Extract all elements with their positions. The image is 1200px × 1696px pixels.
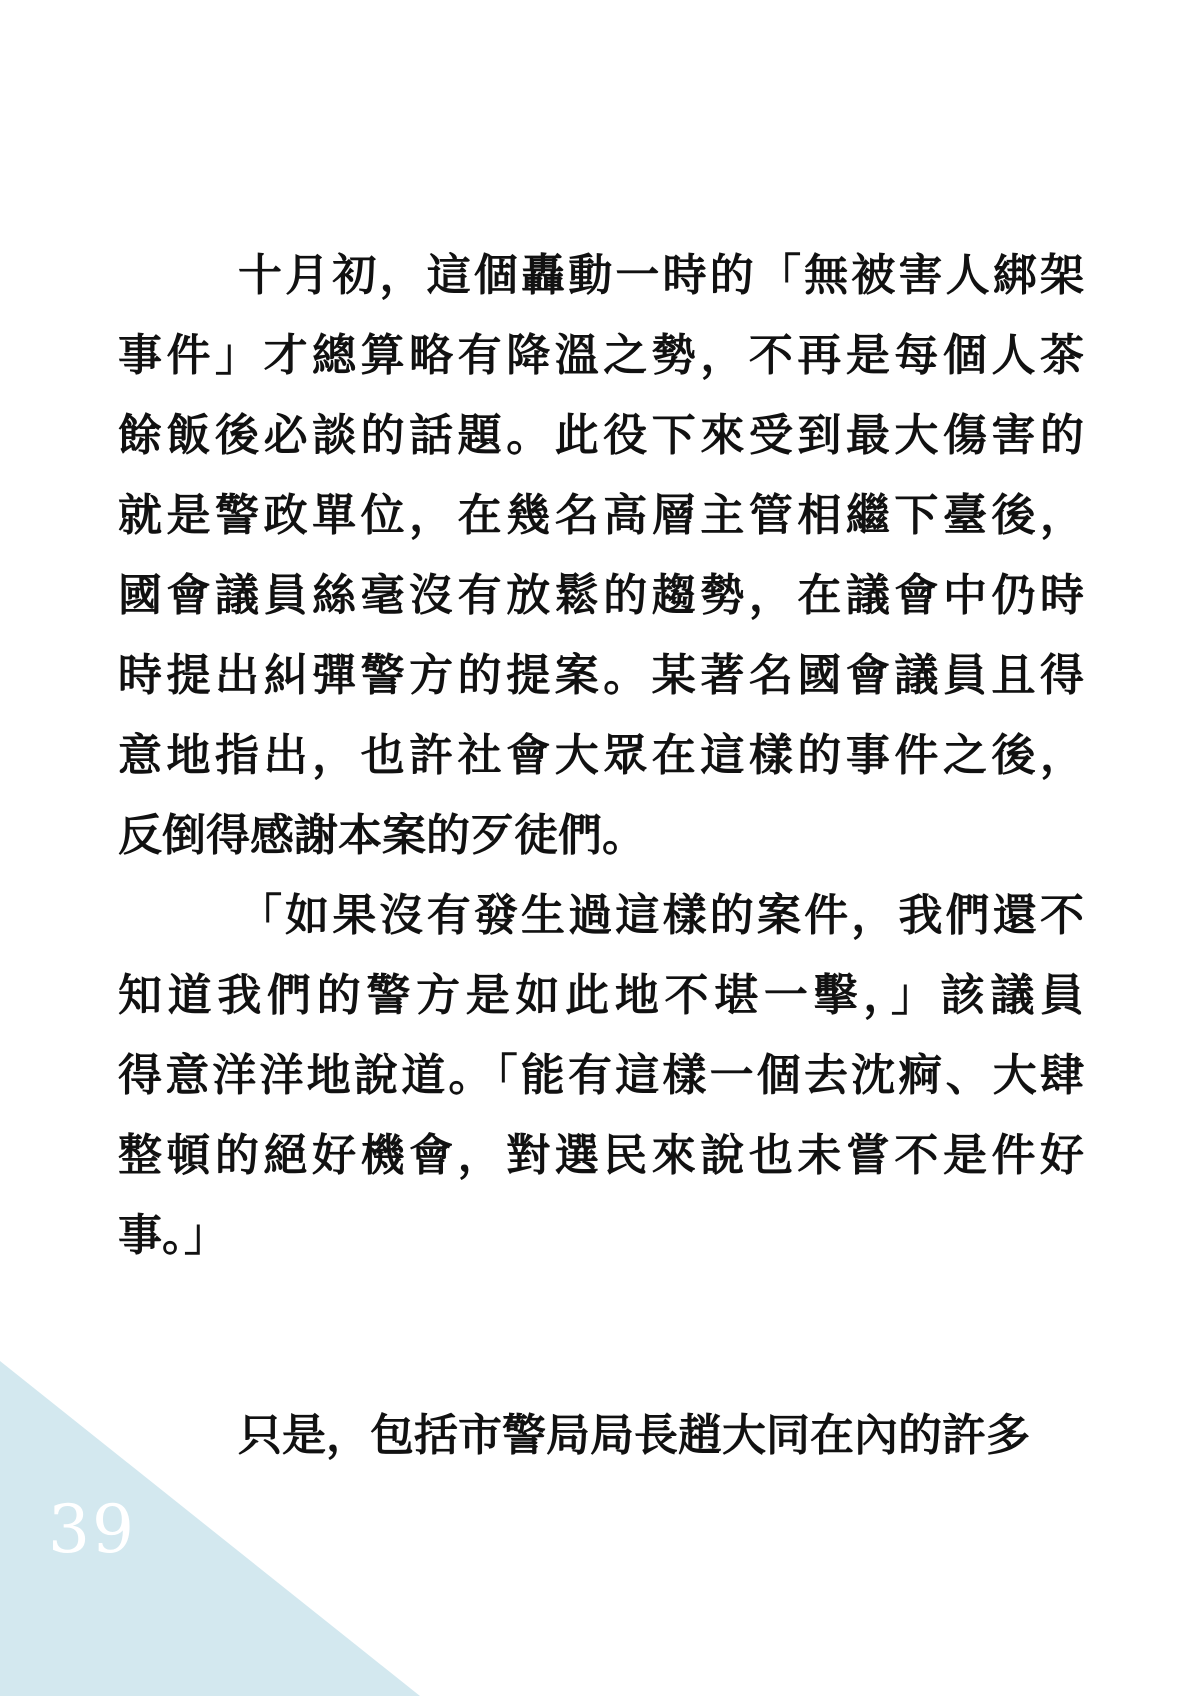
text-line: 事。」 [118,1210,228,1261]
text-line: 十月初，這個轟動一時的「無被害人綁架 [238,250,1084,301]
page-number: 39 [48,1491,136,1568]
text-line: 餘飯後必談的話題。此役下來受到最大傷害的 [118,410,1084,461]
text-line: 就是警政單位，在幾名高層主管相繼下臺後， [118,490,1084,541]
watermark-logo [1062,1554,1182,1674]
text-line: 只是，包括市警局局長趙大同在內的許多 [238,1410,1030,1461]
text-line: 知道我們的警方是如此地不堪一擊，」該議員 [118,970,1084,1021]
text-line: 意地指出，也許社會大眾在這樣的事件之後， [118,730,1084,781]
text-line: 整頓的絕好機會，對選民來說也未嘗不是件好 [118,1130,1084,1181]
body-text-main [118,236,1084,1276]
text-line: 時提出糾彈警方的提案。某著名國會議員且得 [118,650,1084,701]
text-line: 反倒得感謝本案的歹徒們。 [118,810,646,861]
text-line: 事件」才總算略有降溫之勢，不再是每個人茶 [118,330,1084,381]
text-line: 「如果沒有發生過這樣的案件，我們還不 [238,890,1084,941]
text-line: 得意洋洋地說道。「能有這樣一個去沈痾、大肆 [118,1050,1084,1101]
text-line: 國會議員絲毫沒有放鬆的趨勢，在議會中仍時 [118,570,1084,621]
body-text-continued [118,1396,1084,1476]
